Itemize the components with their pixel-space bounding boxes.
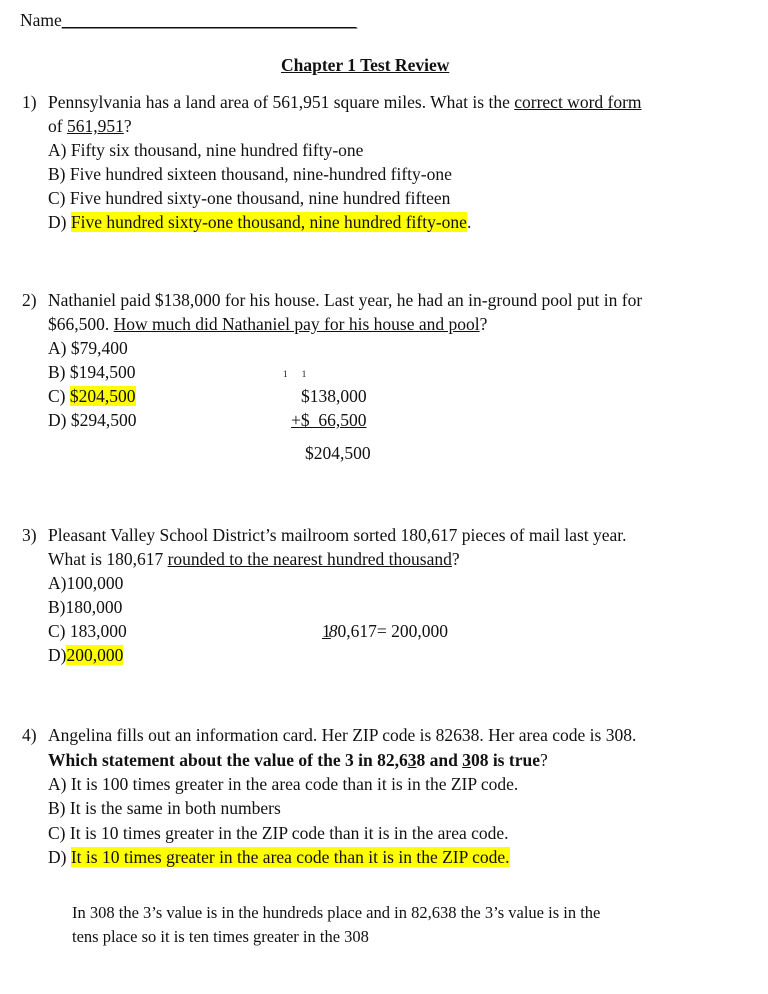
option-text: It is the same in both numbers bbox=[69, 798, 281, 818]
q4-line1: Angelina fills out an information card. Her ZIP code is 82638. Her area code is 308. bbox=[48, 725, 637, 745]
q2-carries: 1 1 bbox=[283, 369, 313, 379]
q1-qmark: ? bbox=[123, 116, 132, 136]
option-letter: B) bbox=[48, 798, 66, 818]
q3-option-a bbox=[48, 572, 123, 594]
option-letter: B) bbox=[48, 597, 66, 617]
correct-answer-highlight: 200,000 bbox=[66, 645, 124, 665]
q1-number: 1) bbox=[22, 92, 37, 112]
option-letter: D) bbox=[48, 410, 67, 430]
option-text: $79,400 bbox=[70, 338, 128, 358]
option-letter: A) bbox=[48, 774, 67, 794]
q1-option-d bbox=[48, 211, 471, 233]
option-period: . bbox=[466, 212, 472, 232]
q2-emphasis: How much did Nathaniel pay for his house and pool bbox=[113, 314, 480, 334]
q1-line1 bbox=[48, 91, 642, 113]
q4-option-a bbox=[48, 773, 518, 795]
option-text: 100,000 bbox=[66, 573, 124, 593]
q3-option-c bbox=[48, 620, 127, 642]
q1-option-c bbox=[48, 187, 450, 209]
name-label: Name bbox=[20, 10, 62, 30]
option-text: Fifty six thousand, nine hundred fifty-one bbox=[70, 140, 364, 160]
q4-explanation-line2: tens place so it is ten times greater in the 308 bbox=[72, 927, 369, 946]
option-letter: B) bbox=[48, 164, 66, 184]
q3-text: What is 180,617 bbox=[48, 549, 168, 569]
q2-line2 bbox=[48, 313, 487, 335]
q4-explanation-line1: In 308 the 3’s value is in the hundreds place and in 82,638 the 3’s value is in the bbox=[72, 903, 601, 922]
option-letter: A) bbox=[48, 140, 67, 160]
q4-bold-text: Which statement about the value of the 3 in 82,6 bbox=[48, 750, 408, 770]
option-text: $294,500 bbox=[70, 410, 137, 430]
q4-number: 4) bbox=[22, 725, 37, 745]
correct-answer-highlight: $204,500 bbox=[69, 386, 136, 406]
q1-option-b bbox=[48, 163, 452, 185]
q1-text2: of bbox=[48, 116, 67, 136]
option-text: 183,000 bbox=[69, 621, 127, 641]
q1-number-emphasis: 561,951 bbox=[66, 116, 124, 136]
q3-option-d bbox=[48, 644, 123, 666]
option-letter: A) bbox=[48, 573, 67, 593]
q3-option-b bbox=[48, 596, 122, 618]
q4-qmark: ? bbox=[539, 750, 548, 770]
correct-answer-highlight: It is 10 times greater in the area code than it is in the ZIP code. bbox=[70, 847, 510, 867]
correct-answer-highlight: Five hundred sixty-one thousand, nine hundred fifty-one bbox=[70, 212, 467, 232]
q4-option-c bbox=[48, 822, 509, 844]
q3-line2 bbox=[48, 548, 460, 570]
q4-line2 bbox=[48, 749, 548, 771]
q2-text: $66,500. bbox=[48, 314, 114, 334]
q4-option-d bbox=[48, 846, 510, 868]
q2-qmark: ? bbox=[479, 314, 488, 334]
name-blank: ______________________________________ bbox=[61, 10, 357, 30]
option-text: $194,500 bbox=[69, 362, 136, 382]
q1-text: Pennsylvania has a land area of 561,951 square miles. What is the bbox=[48, 92, 515, 112]
q3-underlined-digit: 1 bbox=[322, 621, 331, 641]
q2-option-c bbox=[48, 385, 136, 407]
q4-underlined-3: 3 bbox=[462, 750, 471, 770]
option-text: It is 100 times greater in the area code than it is in the ZIP code. bbox=[70, 774, 519, 794]
q2-line1: Nathaniel paid $138,000 for his house. Last year, he had an in-ground pool put in for bbox=[48, 290, 643, 310]
q1-emphasis: correct word form bbox=[514, 92, 642, 112]
q4-underlined-3: 3 bbox=[407, 750, 417, 770]
q3-number: 3) bbox=[22, 525, 37, 545]
q1-line2 bbox=[48, 115, 132, 137]
q1-option-a bbox=[48, 139, 363, 161]
q3-line1: Pleasant Valley School District’s mailroom sorted 180,617 pieces of mail last year. bbox=[48, 525, 627, 545]
q3-emphasis: rounded to the nearest hundred thousand bbox=[167, 549, 452, 569]
option-letter: B) bbox=[48, 362, 66, 382]
q4-bold-text: 8 and bbox=[416, 750, 463, 770]
option-text: 180,000 bbox=[65, 597, 123, 617]
option-letter: D) bbox=[48, 645, 67, 665]
option-text: It is 10 times greater in the ZIP code than it is in the area code. bbox=[69, 823, 509, 843]
option-text: Five hundred sixteen thousand, nine-hundred fifty-one bbox=[69, 164, 452, 184]
q3-result: 0,617= 200,000 bbox=[337, 621, 448, 641]
option-letter: A) bbox=[48, 338, 67, 358]
q3-work bbox=[322, 620, 448, 642]
q3-qmark: ? bbox=[451, 549, 460, 569]
option-letter: C) bbox=[48, 621, 66, 641]
q2-option-d bbox=[48, 409, 136, 431]
q4-option-b bbox=[48, 797, 281, 819]
option-letter: D) bbox=[48, 847, 67, 867]
q2-option-b bbox=[48, 361, 136, 383]
q2-sum: $204,500 bbox=[305, 443, 371, 463]
q2-number: 2) bbox=[22, 290, 37, 310]
q3-rounding-digit: 8 bbox=[328, 621, 338, 641]
name-field bbox=[20, 9, 356, 31]
option-text: Five hundred sixty-one thousand, nine hundred fifteen bbox=[69, 188, 451, 208]
q2-addend2: +$ 66,500 bbox=[291, 410, 367, 430]
option-letter: C) bbox=[48, 823, 66, 843]
option-letter: C) bbox=[48, 188, 66, 208]
option-letter: C) bbox=[48, 386, 66, 406]
q2-addend1: $138,000 bbox=[301, 386, 367, 406]
page-title: Chapter 1 Test Review bbox=[281, 55, 450, 75]
q2-option-a bbox=[48, 337, 128, 359]
q4-bold-text: 08 is true bbox=[470, 750, 540, 770]
option-letter: D) bbox=[48, 212, 67, 232]
